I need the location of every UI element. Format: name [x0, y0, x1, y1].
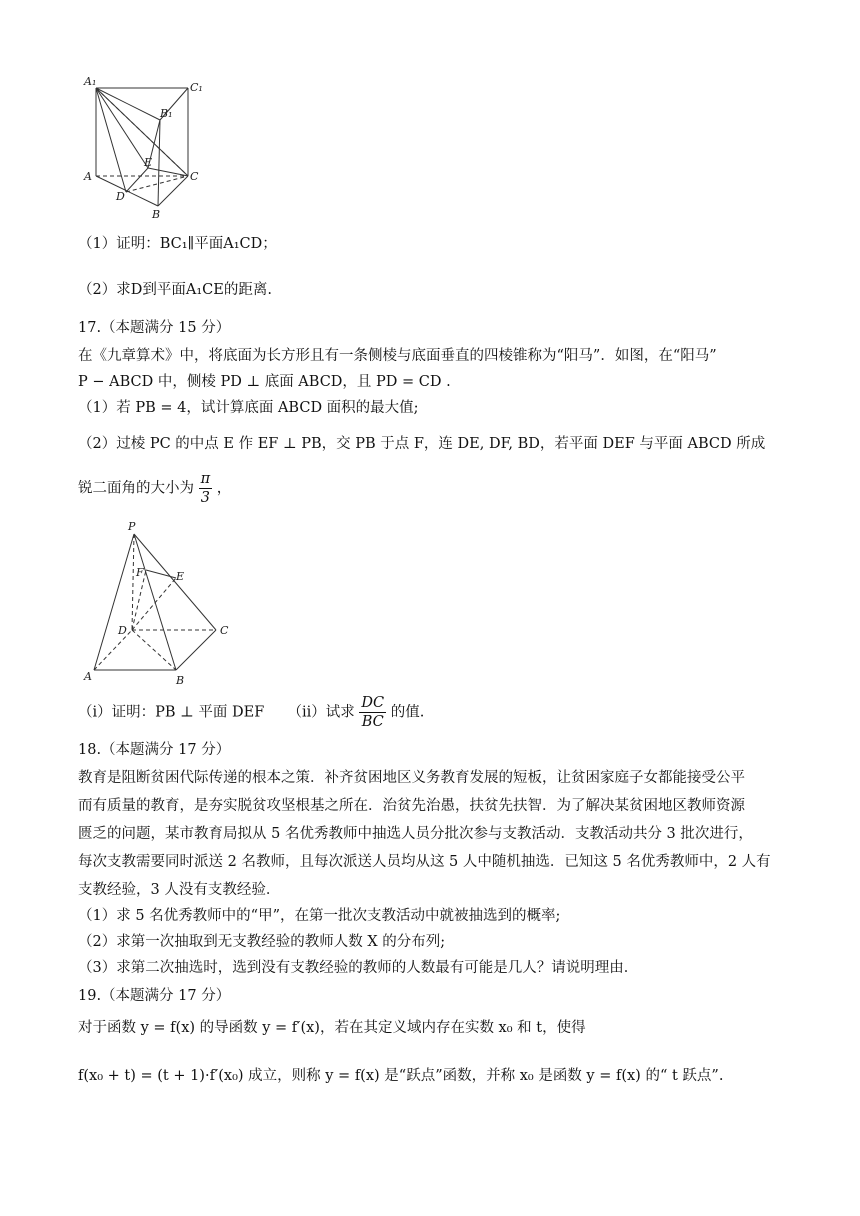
q19-header: 19.（本题满分 17 分）	[78, 988, 231, 1004]
q18-header: 18.（本题满分 17 分）	[78, 742, 231, 758]
label-C1: C₁	[190, 81, 203, 94]
ratio-denominator: BC	[361, 714, 384, 730]
label-A2: A	[84, 670, 92, 683]
q17-part2-angle	[78, 470, 790, 514]
q18-p2: 而有质量的教育，是夯实脱贫攻坚根基之所在．治贫先治愚，扶贫先扶智．为了解决某贫困地区教师资源	[78, 798, 745, 814]
label-C: C	[190, 170, 199, 183]
angle-denominator: 3	[200, 490, 210, 506]
q17-intro2: P − ABCD 中，侧棱 PD ⊥ 底面 ABCD，且 PD = CD .	[78, 374, 451, 390]
label-B2: B	[176, 674, 185, 687]
label-A1: A₁	[84, 75, 97, 88]
q18-p5: 支教经验，3 人没有支教经验．	[78, 882, 281, 898]
q17-intro1: 在《九章算术》中，将底面为长方形且有一条侧棱与底面垂直的四棱锥称为“阳马”．如图，在“阳马”	[78, 348, 717, 364]
ratio-fraction	[359, 694, 386, 731]
prism-figure	[80, 74, 210, 220]
q19-p2: f(x₀ + t) = (t + 1)·f′(x₀) 成立，则称 y = f(x) 是“跃点”函数，并称 x₀ 是函数 y = f(x) 的“ t 跃点”.	[78, 1068, 724, 1084]
prism-diagram	[80, 74, 210, 220]
q16-part2: （2）求D到平面A₁CE的距离.	[78, 282, 272, 298]
q18-p1: 教育是阻断贫困代际传递的根本之策．补齐贫困地区义务教育发展的短板，让贫困家庭子女都能接受公平	[78, 770, 745, 786]
sub-ii-prefix: （ii）试求	[287, 704, 355, 721]
label-B1: B₁	[160, 107, 173, 120]
q18-part2: （2）求第一次抽取到无支教经验的教师人数 X 的分布列;	[78, 934, 446, 950]
ratio-numerator: DC	[361, 695, 385, 711]
angle-suffix: ，	[216, 480, 232, 497]
label-E2: E	[176, 570, 185, 583]
q17-header: 17.（本题满分 15 分）	[78, 320, 231, 336]
q16-part1: （1）证明：BC₁∥平面A₁CD；	[78, 236, 277, 252]
q17-part2: （2）过棱 PC 的中点 E 作 EF ⊥ PB，交 PB 于点 F，连 DE, DF, BD，若平面 DEF 与平面 ABCD 所成	[78, 436, 766, 452]
sub-i: （i）证明：PB ⊥ 平面 DEF	[78, 704, 265, 721]
sub-ii-suffix: 的值.	[390, 704, 425, 721]
q17-subparts	[78, 694, 790, 740]
angle-fraction	[199, 470, 213, 507]
q18-part3: （3）求第二次抽选时，选到没有支教经验的教师的人数最有可能是几人？请说明理由．	[78, 960, 639, 976]
label-C2: C	[220, 624, 229, 637]
label-D: D	[116, 190, 125, 203]
q18-p3: 匮乏的问题，某市教育局拟从 5 名优秀教师中抽选人员分批次参与支教活动．支教活动共分 3 批次进行，	[78, 826, 753, 842]
q17-part1: （1）若 PB = 4，试计算底面 ABCD 面积的最大值;	[78, 400, 419, 416]
label-B: B	[152, 208, 161, 220]
label-D2: D	[118, 624, 127, 637]
pyramid-figure	[80, 520, 240, 690]
label-P: P	[128, 520, 136, 533]
label-F: F	[136, 566, 144, 579]
q18-p4: 每次支教需要同时派送 2 名教师，且每次派送人员均从这 5 人中随机抽选．已知这 5 名优秀教师中，2 人有	[78, 854, 771, 870]
angle-prefix: 锐二面角的大小为	[78, 480, 194, 497]
angle-numerator: π	[200, 471, 211, 487]
q19-p1: 对于函数 y = f(x) 的导函数 y = f′(x)，若在其定义域内存在实数 x₀ 和 t，使得	[78, 1020, 586, 1036]
q18-part1: （1）求 5 名优秀教师中的“甲”，在第一批次支教活动中就被抽选到的概率;	[78, 908, 561, 924]
label-E: E	[144, 156, 153, 169]
label-A: A	[84, 170, 92, 183]
pyramid-diagram	[80, 520, 240, 690]
